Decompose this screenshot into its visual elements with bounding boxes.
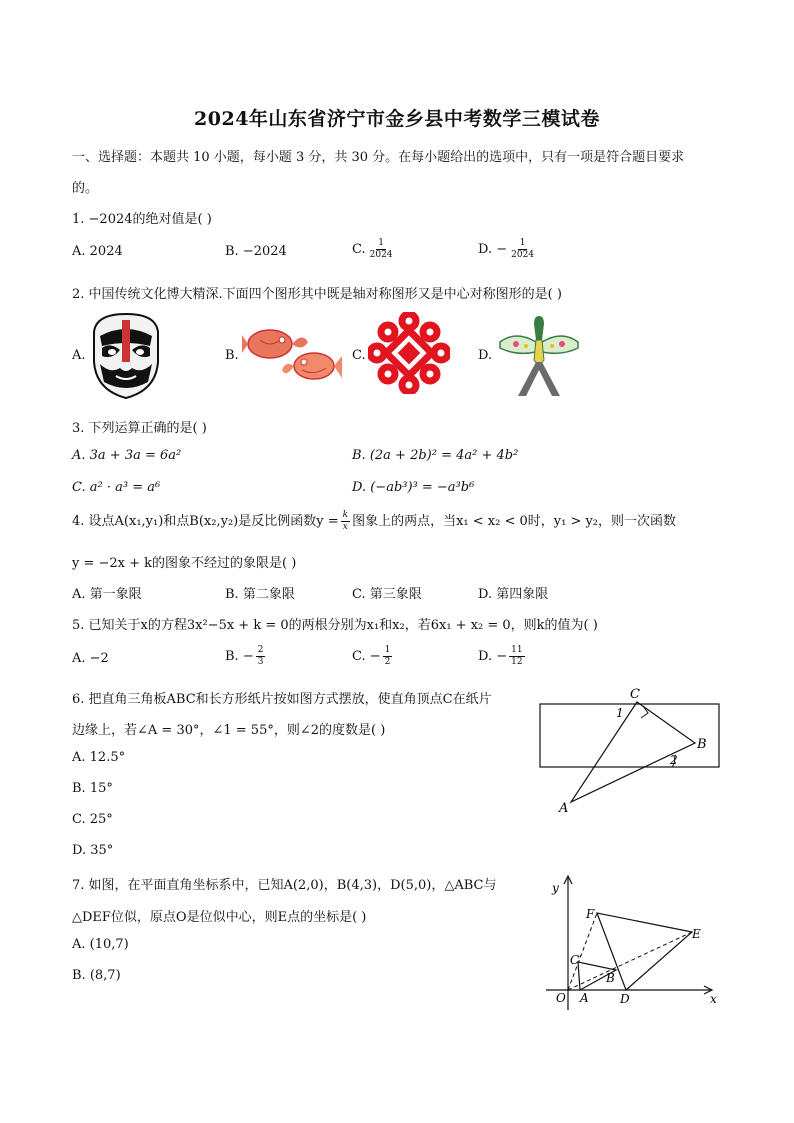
section-instructions-line1: 一、选择题：本题共 10 小题，每小题 3 分，共 30 分。在每小题给出的选项中，只有一项是符合题目要求 xyxy=(72,150,685,165)
label-a: A xyxy=(559,801,569,816)
label-angle-1: 1 xyxy=(616,706,624,720)
q2-option-b: B. xyxy=(225,348,239,363)
q4-option-c: C. 第三象限 xyxy=(352,587,422,602)
opera-mask-image xyxy=(86,312,166,400)
swallow-kite-image xyxy=(496,312,582,398)
triangle-abc xyxy=(571,702,695,802)
q2-option-c: C. xyxy=(352,348,366,363)
q6-option-c: C. 25° xyxy=(72,812,113,827)
q3-stem: 3. 下列运算正确的是( ) xyxy=(72,421,207,436)
q4-stem-line1: 4. 设点A(x₁,y₁)和点B(x₂,y₂)是反比例函数y = $\frac{k}{x}$ 图象上的两点，当x₁ < x₂ < 0时，y₁ > y₂，则一次函数 xyxy=(72,510,677,532)
q5-option-a: A. −2 xyxy=(72,651,109,666)
dashed-line-of xyxy=(568,913,597,990)
label-c-prime: C′ xyxy=(570,953,582,967)
q1-option-d: D. − $\frac{1}{2024}$ xyxy=(478,238,535,260)
q7-stem-line1: 7. 如图，在平面直角坐标系中，已知A(2,0)，B(4,3)，D(5,0)，△ABC与 xyxy=(72,878,497,893)
chinese-knot-image xyxy=(368,312,450,394)
label-b: B xyxy=(697,737,707,752)
label-b: B xyxy=(606,971,615,985)
q7-figure xyxy=(540,872,730,1012)
label-y: y xyxy=(552,881,559,895)
q7-option-a: A. (10,7) xyxy=(72,937,129,952)
q6-figure xyxy=(530,684,730,819)
q6-option-a: A. 12.5° xyxy=(72,750,126,765)
q6-stem-line1: 6. 把直角三角板ABC和长方形纸片按如图方式摆放，使直角顶点C在纸片 xyxy=(72,692,492,707)
label-o: O xyxy=(556,991,566,1005)
q3-option-b: B. (2a + 2b)² = 4a² + 4b² xyxy=(352,448,519,463)
q4-stem-line2: y = −2x + k的图象不经过的象限是( ) xyxy=(72,556,297,571)
q6-option-d: D. 35° xyxy=(72,843,114,858)
label-d: D xyxy=(620,992,630,1006)
q1-option-b: B. −2024 xyxy=(225,244,287,259)
q7-stem-line2: △DEF位似，原点O是位似中心，则E点的坐标是( ) xyxy=(72,910,367,925)
q3-option-c: C. a² · a³ = a⁶ xyxy=(72,480,161,495)
q1-stem: 1. −2024的绝对值是( ) xyxy=(72,212,212,227)
label-a: A xyxy=(580,991,589,1005)
q7-option-b: B. (8,7) xyxy=(72,968,121,983)
q1-option-c: C. $\frac{1}{2024}$ xyxy=(352,238,393,260)
q1-option-a: A. 2024 xyxy=(72,244,123,259)
q5-option-b: B. − $\frac{2}{3}$ xyxy=(225,645,264,667)
q2-option-d: D. xyxy=(478,348,493,363)
q2-option-a: A. xyxy=(72,348,86,363)
paper-cut-goldfish-image xyxy=(242,322,342,388)
q6-option-b: B. 15° xyxy=(72,781,113,796)
q6-stem-line2: 边缘上，若∠A = 30°，∠1 = 55°，则∠2的度数是( ) xyxy=(72,723,386,738)
page-title: 2024年山东省济宁市金乡县中考数学三模试卷 xyxy=(194,108,600,130)
q4-option-d: D. 第四象限 xyxy=(478,587,549,602)
q5-option-c: C. − $\frac{1}{2}$ xyxy=(352,645,391,667)
q3-option-a: A. 3a + 3a = 6a² xyxy=(72,448,182,463)
label-angle-2: 2 xyxy=(670,753,678,767)
q5-option-d: D. − $\frac{11}{12}$ xyxy=(478,645,523,667)
q4-option-a: A. 第一象限 xyxy=(72,587,142,602)
label-c: C xyxy=(630,687,640,702)
label-f: F xyxy=(586,907,595,921)
q4-option-b: B. 第二象限 xyxy=(225,587,295,602)
label-x: x xyxy=(710,992,717,1006)
right-angle-mark xyxy=(641,706,648,718)
q5-stem: 5. 已知关于x的方程3x²−5x + k = 0的两根分别为x₁和x₂，若6x₁ + x₂ = 0，则k的值为( ) xyxy=(72,618,598,633)
q3-option-d: D. (−ab³)³ = −a³b⁶ xyxy=(352,480,475,495)
section-instructions-line2: 的。 xyxy=(72,181,99,196)
q2-stem: 2. 中国传统文化博大精深.下面四个图形其中既是轴对称图形又是中心对称图形的是( ) xyxy=(72,287,562,302)
label-e: E xyxy=(692,927,701,941)
